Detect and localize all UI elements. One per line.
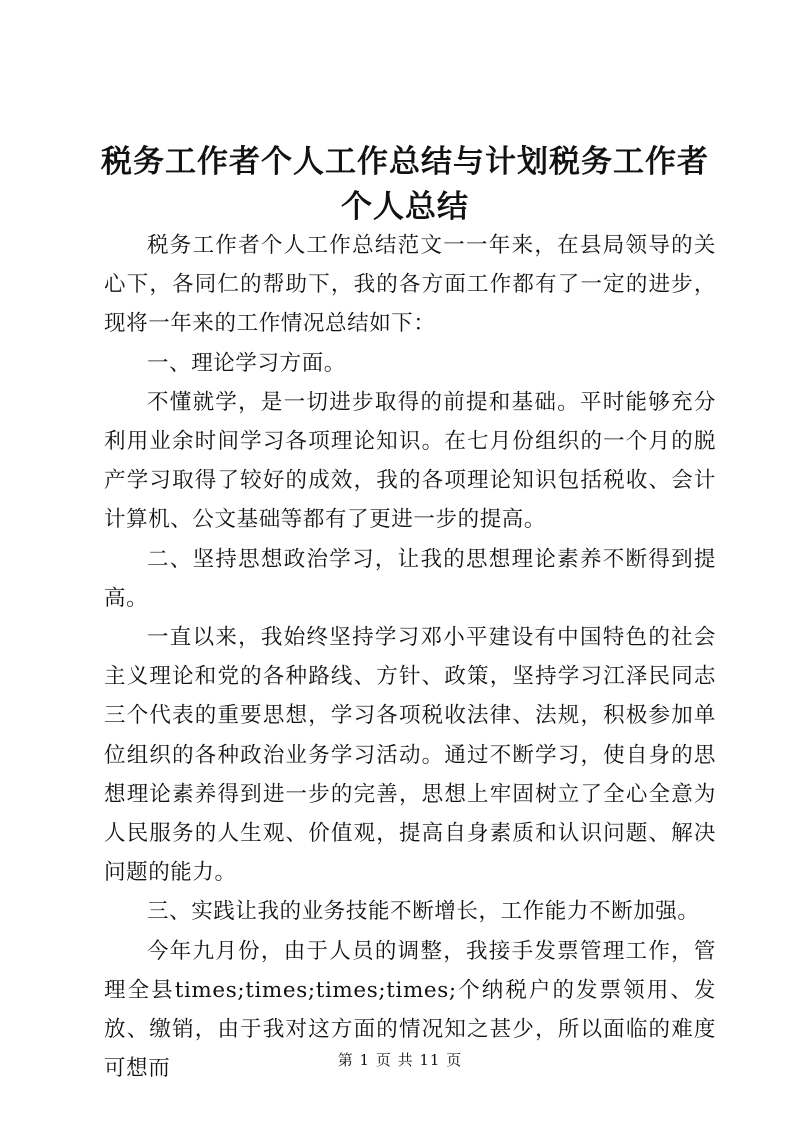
paragraph: 不懂就学，是一切进步取得的前提和基础。平时能够充分利用业余时间学习各项理论知识。在七月份组织的一个月的脱产学习取得了较好的成效，我的各项理论知识包括税收、会计计算机、公文基础等都有了更进一步的提高。	[104, 389, 716, 533]
document-body	[104, 226, 716, 1088]
section-heading: 二、坚持思想政治学习，让我的思想理论素养不断得到提高。	[104, 546, 716, 611]
paragraph: 今年九月份，由于人员的调整，我接手发票管理工作，管理全县times;times;times;times;个纳税户的发票领用、发放、缴销，由于我对这方面的情况知之甚少，所以面临的难度可想而	[104, 938, 716, 1082]
section-heading: 一、理论学习方面。	[147, 350, 346, 376]
page-number-footer: 第 1 页 共 11 页	[337, 1051, 463, 1069]
section-heading: 三、实践让我的业务技能不断增长，工作能力不断加强。	[147, 899, 700, 925]
paragraph: 税务工作者个人工作总结范文一一年来，在县局领导的关心下，各同仁的帮助下，我的各方面工作都有了一定的进步，现将一年来的工作情况总结如下：	[104, 233, 716, 337]
document-title: 税务工作者个人工作总结与计划税务工作者个人总结	[101, 144, 709, 225]
paragraph: 一直以来，我始终坚持学习邓小平建设有中国特色的社会主义理论和党的各种路线、方针、政策，坚持学习江泽民同志三个代表的重要思想，学习各项税收法律、法规，积极参加单位组织的各种政治业务学习活动。通过不断学习，使自身的思想理论素养得到进一步的完善，思想上牢固树立了全心全意为人民服务的人生观、价值观，提高自身素质和认识问题、解决问题的能力。	[104, 625, 716, 886]
